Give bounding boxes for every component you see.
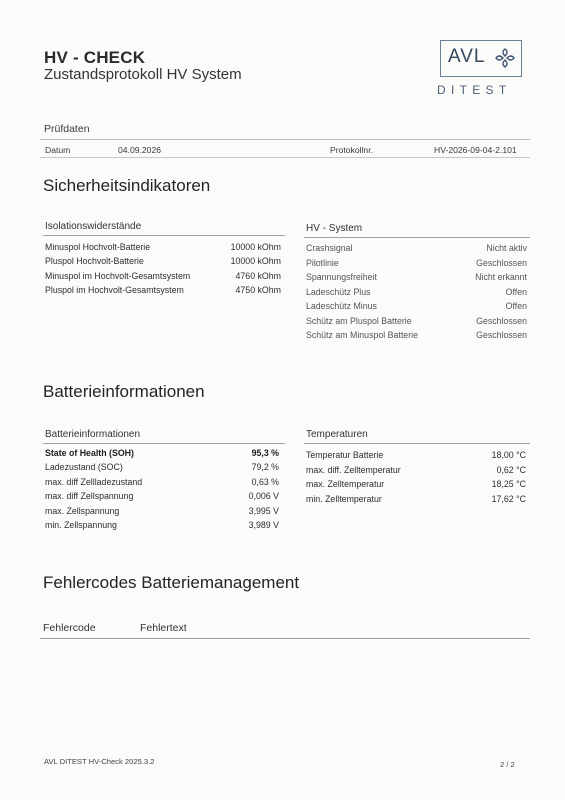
row-value: 0,006 V <box>248 491 279 502</box>
row-label: Ladeschütz Minus <box>306 301 377 311</box>
row-label: max. diff. Zelltemperatur <box>306 464 401 475</box>
row-value: 10000 kOhm <box>230 256 281 267</box>
row-label: Minuspol Hochvolt-Batterie <box>45 242 151 252</box>
row-label: Temperatur Batterie <box>306 450 384 460</box>
row-label: min. Zelltemperatur <box>306 493 382 504</box>
row-value: Geschlossen <box>476 257 527 268</box>
row-label: Spannungsfreiheit <box>306 272 377 282</box>
protokoll-value: HV-2026-09-04-2.101 <box>434 145 517 155</box>
batterie-info-heading: Batterieinformationen <box>45 429 141 440</box>
row-label: Pilotlinie <box>306 257 339 268</box>
row-label: Ladeschütz Plus <box>306 286 371 297</box>
datum-label: Datum <box>45 145 71 155</box>
row-value: 3,995 V <box>248 505 279 516</box>
divider <box>43 235 285 236</box>
row-value: 4750 kOhm <box>235 284 281 295</box>
table-row <box>306 450 526 465</box>
row-label: Schütz am Pluspol Batterie <box>306 315 412 326</box>
datum-value: 04.09.2026 <box>118 145 162 155</box>
row-label: Pluspol Hochvolt-Batterie <box>45 256 144 267</box>
table-row <box>306 258 527 273</box>
row-value: Offen <box>505 301 527 311</box>
row-label: Pluspol im Hochvolt-Gesamtsystem <box>45 284 184 295</box>
row-label: State of Health (SOH) <box>45 448 134 458</box>
divider <box>304 443 530 444</box>
col-header-fehlertext: Fehlertext <box>140 622 187 634</box>
divider <box>43 443 285 444</box>
table-row <box>45 462 279 476</box>
row-label: max. Zelltemperatur <box>306 479 385 490</box>
table-row <box>306 494 526 509</box>
logo-product: DITEST <box>437 83 512 97</box>
col-header-fehlercode: Fehlercode <box>43 622 96 634</box>
table-row <box>306 479 526 494</box>
logo-brand: AVL <box>448 46 486 67</box>
row-value: 18,00 °C <box>491 450 526 460</box>
hv-system-table <box>306 243 527 345</box>
row-label: Minuspol im Hochvolt-Gesamtsystem <box>45 270 191 281</box>
row-value: Offen <box>505 286 527 297</box>
row-value: 10000 kOhm <box>230 242 281 252</box>
row-value: 0,62 °C <box>496 464 526 475</box>
table-row <box>45 477 279 491</box>
row-label: min. Zellspannung <box>45 519 117 530</box>
row-value: 3,989 V <box>248 519 279 530</box>
table-row <box>306 465 526 480</box>
footer-version: AVL DITEST HV-Check 2025.3.2 <box>44 757 155 766</box>
table-row <box>306 301 527 316</box>
divider <box>40 139 530 140</box>
table-row <box>45 491 279 505</box>
row-value: Nicht erkannt <box>475 272 527 282</box>
page-number: 2 / 2 <box>500 760 515 769</box>
row-value: 0,63 % <box>251 476 279 487</box>
row-label: Crashsignal <box>306 243 353 253</box>
table-row <box>45 285 281 299</box>
table-row <box>306 272 527 287</box>
isolation-table <box>45 242 281 299</box>
row-value: 18,25 °C <box>491 479 526 490</box>
table-row <box>306 330 527 345</box>
document-subtitle: Zustandsprotokoll HV System <box>44 66 242 83</box>
row-value: 79,2 % <box>251 462 279 473</box>
table-row <box>45 448 279 462</box>
table-row <box>306 316 527 331</box>
row-value: Nicht aktiv <box>486 243 527 253</box>
table-row <box>45 256 281 270</box>
temperaturen-table <box>306 450 526 508</box>
table-row <box>45 520 279 534</box>
section-title-batterie: Batterieinformationen <box>43 382 205 401</box>
row-value: 95,3 % <box>251 448 279 458</box>
row-value: Geschlossen <box>476 315 527 326</box>
row-label: max. diff Zellspannung <box>45 491 134 502</box>
divider <box>40 638 530 639</box>
divider <box>304 237 530 238</box>
table-row <box>306 243 527 258</box>
row-value: Geschlossen <box>476 330 527 340</box>
section-title-fehlercodes: Fehlercodes Batteriemanagement <box>43 573 300 592</box>
protokoll-label: Protokollnr. <box>330 145 373 155</box>
table-row <box>45 242 281 256</box>
table-row <box>45 271 281 285</box>
table-row <box>45 506 279 520</box>
row-label: Ladezustand (SOC) <box>45 462 123 473</box>
row-label: max. diff Zellladezustand <box>45 476 143 487</box>
hv-system-heading: HV - System <box>306 223 363 234</box>
document-title: HV - CHECK <box>44 48 146 67</box>
pruefdaten-heading: Prüfdaten <box>44 123 90 135</box>
row-label: max. Zellspannung <box>45 505 120 516</box>
row-value: 17,62 °C <box>491 493 526 504</box>
divider <box>40 157 530 158</box>
row-label: Schütz am Minuspol Batterie <box>306 330 418 340</box>
table-row <box>306 287 527 302</box>
row-value: 4760 kOhm <box>235 270 281 281</box>
section-title-sicherheit: Sicherheitsindikatoren <box>43 176 211 195</box>
isolation-heading: Isolationswiderstände <box>45 221 142 232</box>
temperaturen-heading: Temperaturen <box>306 429 368 440</box>
batterie-info-table <box>45 448 279 534</box>
avl-logo-icon <box>494 47 516 69</box>
